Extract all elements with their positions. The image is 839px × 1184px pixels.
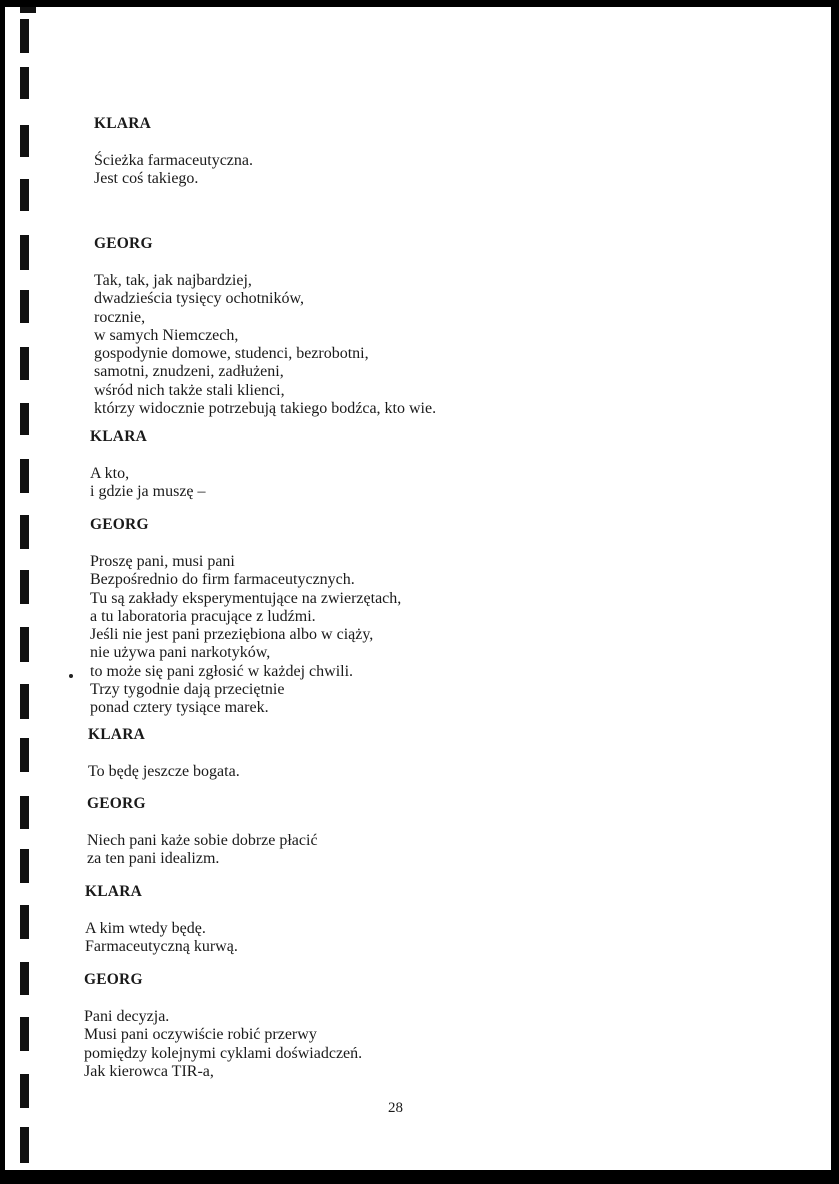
scanned-page — [5, 7, 831, 1170]
speech-line: samotni, znudzeni, zadłużeni, — [94, 363, 284, 381]
dialogue-block — [90, 516, 401, 718]
speech-lines — [84, 1008, 362, 1081]
speech-lines — [85, 920, 238, 957]
speech-line: a tu laboratoria pracujące z ludźmi. — [90, 607, 316, 625]
dialogue-block — [84, 971, 362, 1081]
script-text — [5, 7, 831, 1170]
speech-line: Jest coś takiego. — [94, 170, 199, 188]
speech-line: ponad cztery tysiące marek. — [90, 699, 269, 717]
speech-line: To będę jeszcze bogata. — [88, 763, 240, 780]
scan-speck — [69, 674, 73, 678]
speech-line: Trzy tygodnie dają przeciętnie — [90, 681, 285, 699]
speech-line: nie używa pani narkotyków, — [90, 644, 271, 662]
speech-lines — [90, 553, 401, 718]
speaker-name: GEORG — [87, 795, 146, 812]
speech-line: za ten pani idealizm. — [87, 850, 220, 868]
dialogue-block — [94, 115, 253, 189]
speech-line: Ścieżka farmaceutyczna. — [94, 152, 254, 169]
speech-line: rocznie, — [94, 308, 146, 326]
speech-lines — [94, 152, 253, 189]
dialogue-block — [87, 795, 318, 869]
speech-lines — [87, 832, 318, 869]
speaker-name: GEORG — [90, 516, 149, 533]
speech-line: Tu są zakłady eksperymentujące na zwierzętach, — [90, 589, 402, 607]
speaker-name: KLARA — [90, 428, 147, 445]
speech-line: wśród nich także stali klienci, — [94, 381, 285, 399]
speech-lines — [94, 272, 436, 418]
speaker-name: GEORG — [84, 971, 143, 988]
speech-line: i gdzie ja muszę – — [90, 483, 206, 501]
page-number: 28 — [388, 1100, 403, 1116]
speaker-name: GEORG — [94, 235, 153, 252]
speech-line: Pani decyzja. — [84, 1008, 170, 1025]
speech-line: Jeśli nie jest pani przeziębiona albo w ciąży, — [90, 626, 374, 644]
speech-line: dwadzieścia tysięcy ochotników, — [94, 290, 305, 308]
speech-lines — [90, 465, 206, 502]
dialogue-block — [88, 726, 240, 781]
speech-line: Niech pani każe sobie dobrze płacić — [87, 832, 318, 849]
speech-line: gospodynie domowe, studenci, bezrobotni, — [94, 345, 369, 363]
speech-line: Farmaceutyczną kurwą. — [85, 938, 238, 956]
speech-lines — [88, 763, 240, 781]
speech-line: Tak, tak, jak najbardziej, — [94, 272, 252, 289]
speech-line: to może się pani zgłosić w każdej chwili. — [90, 662, 354, 680]
speaker-name: KLARA — [88, 726, 145, 743]
speaker-name: KLARA — [94, 115, 151, 132]
speech-line: w samych Niemczech, — [94, 326, 239, 344]
dialogue-block — [94, 235, 436, 418]
speech-line: Musi pani oczywiście robić przerwy — [84, 1026, 317, 1044]
speech-line: Bezpośrednio do firm farmaceutycznych. — [90, 571, 355, 589]
dialogue-block — [90, 428, 206, 502]
speech-line: Proszę pani, musi pani — [90, 553, 235, 570]
speech-line: A kto, — [90, 465, 130, 482]
speech-line: A kim wtedy będę. — [85, 920, 206, 937]
speaker-name: KLARA — [85, 883, 142, 900]
speech-line: którzy widocznie potrzebują takiego bodźca, kto wie. — [94, 400, 437, 418]
speech-line: Jak kierowca TIR-a, — [84, 1062, 214, 1080]
speech-line: pomiędzy kolejnymi cyklami doświadczeń. — [84, 1044, 363, 1062]
dialogue-block — [85, 883, 238, 957]
